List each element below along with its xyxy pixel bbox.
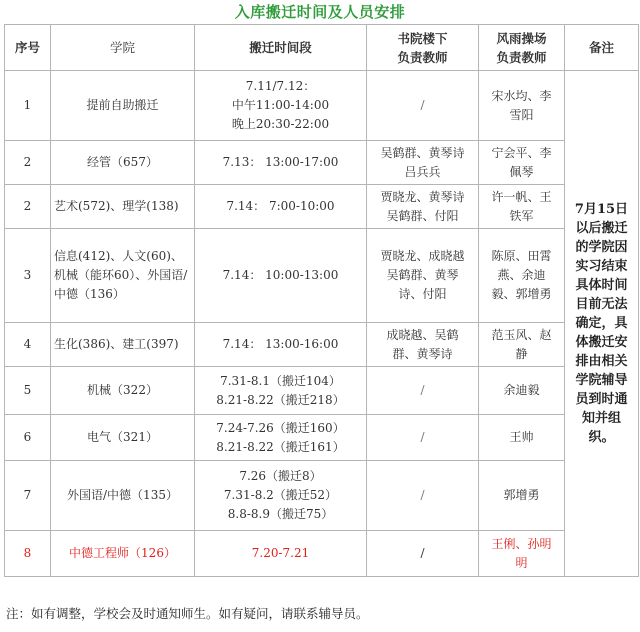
table-row bbox=[5, 461, 639, 531]
row-no: 4 bbox=[5, 323, 51, 367]
row-college: 提前自助搬迁 bbox=[51, 71, 195, 141]
row-corridor-teacher: 范玉风、赵 静 bbox=[479, 323, 565, 367]
row-college: 外国语/中德（135） bbox=[51, 461, 195, 531]
row-building-teacher: / bbox=[367, 415, 479, 461]
row-no: 1 bbox=[5, 71, 51, 141]
table-row bbox=[5, 323, 639, 367]
remark-cell: 7月15日以后搬迁的学院因实习结束具体时间目前无法确定，具体搬迁安排由相关学院辅导员到时通知并组织。 bbox=[565, 71, 639, 577]
row-no: 3 bbox=[5, 229, 51, 323]
table-row bbox=[5, 185, 639, 229]
row-time: 7.24-7.26（搬迁160） 8.21-8.22（搬迁161） bbox=[195, 415, 367, 461]
row-no: 2 bbox=[5, 185, 51, 229]
header-remark: 备注 bbox=[565, 25, 639, 71]
header-building-teacher: 书院楼下 负责教师 bbox=[367, 25, 479, 71]
row-corridor-teacher: 余迪毅 bbox=[479, 367, 565, 415]
row-no: 7 bbox=[5, 461, 51, 531]
row-building-teacher: / bbox=[367, 71, 479, 141]
row-college: 机械（322） bbox=[51, 367, 195, 415]
row-college: 信息(412)、人文(60)、机械（能环60）、外国语/中德（136） bbox=[51, 229, 195, 323]
row-corridor-teacher: 王帅 bbox=[479, 415, 565, 461]
table-row bbox=[5, 415, 639, 461]
row-time: 7.14： 13:00-16:00 bbox=[195, 323, 367, 367]
row-no: 5 bbox=[5, 367, 51, 415]
row-building-teacher: 贾晓龙、成晓越 吴鹤群、黄琴 诗、付阳 bbox=[367, 229, 479, 323]
row-corridor-teacher: 许一帆、王 铁军 bbox=[479, 185, 565, 229]
row-time: 7.14： 7:00-10:00 bbox=[195, 185, 367, 229]
row-corridor-teacher: 陈原、田霄 燕、余迪 毅、郭增勇 bbox=[479, 229, 565, 323]
header-college: 学院 bbox=[51, 25, 195, 71]
row-corridor-teacher: 宁会平、李 佩琴 bbox=[479, 141, 565, 185]
row-corridor-teacher: 郭增勇 bbox=[479, 461, 565, 531]
table-row bbox=[5, 71, 639, 141]
table-row bbox=[5, 367, 639, 415]
table-row bbox=[5, 141, 639, 185]
row-college: 生化(386)、建工(397) bbox=[51, 323, 195, 367]
row-college: 电气（321） bbox=[51, 415, 195, 461]
footnote: 注：如有调整，学校会及时通知师生。如有疑问，请联系辅导员。 bbox=[6, 606, 369, 621]
row-building-teacher: / bbox=[367, 461, 479, 531]
row-corridor-teacher: 王俐、孙明 明 bbox=[479, 531, 565, 577]
row-college: 中德工程师（126） bbox=[51, 531, 195, 577]
table-row-highlighted bbox=[5, 531, 639, 577]
row-time: 7.20-7.21 bbox=[195, 531, 367, 577]
row-building-teacher: 吴鹤群、黄琴诗 吕兵兵 bbox=[367, 141, 479, 185]
table-row bbox=[5, 229, 639, 323]
header-time: 搬迁时间段 bbox=[195, 25, 367, 71]
row-no: 8 bbox=[5, 531, 51, 577]
row-building-teacher: / bbox=[367, 531, 479, 577]
row-time: 7.14： 10:00-13:00 bbox=[195, 229, 367, 323]
row-time: 7.11/7.12： 中午11:00-14:00 晚上20:30-22:00 bbox=[195, 71, 367, 141]
page-title: 入库搬迁时间及人员安排 bbox=[234, 3, 406, 21]
header-no: 序号 bbox=[5, 25, 51, 71]
row-no: 6 bbox=[5, 415, 51, 461]
row-building-teacher: 贾晓龙、黄琴诗 吴鹤群、付阳 bbox=[367, 185, 479, 229]
row-time: 7.13： 13:00-17:00 bbox=[195, 141, 367, 185]
schedule-table bbox=[4, 24, 639, 577]
row-time: 7.31-8.1（搬迁104） 8.21-8.22（搬迁218） bbox=[195, 367, 367, 415]
row-no: 2 bbox=[5, 141, 51, 185]
row-time: 7.26（搬迁8） 7.31-8.2（搬迁52） 8.8-8.9（搬迁75） bbox=[195, 461, 367, 531]
header-row bbox=[5, 25, 639, 71]
header-corridor-teacher: 风雨操场 负责教师 bbox=[479, 25, 565, 71]
row-corridor-teacher: 宋水均、李 雪阳 bbox=[479, 71, 565, 141]
row-building-teacher: 成晓越、吴鹤 群、黄琴诗 bbox=[367, 323, 479, 367]
row-building-teacher: / bbox=[367, 367, 479, 415]
row-college: 艺术(572)、理学(138) bbox=[51, 185, 195, 229]
row-college: 经管（657） bbox=[51, 141, 195, 185]
